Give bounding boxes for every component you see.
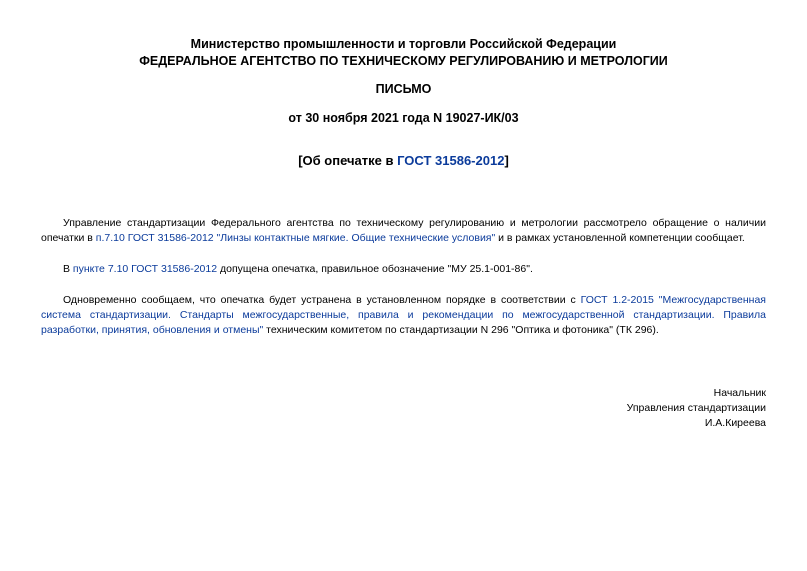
paragraph-text: и в рамках установленной компетенции сообщает. bbox=[495, 232, 745, 244]
paragraph-typo bbox=[41, 262, 766, 277]
signature-name: И.А.Киреева bbox=[704, 417, 766, 429]
signature-title: Начальник bbox=[713, 387, 766, 399]
signature-department: Управления стандартизации bbox=[626, 402, 766, 414]
paragraph-text: допущена опечатка, правильное обозначение "МУ 25.1-001-86". bbox=[217, 263, 533, 275]
document-type: ПИСЬМО bbox=[375, 82, 432, 96]
gost-clause-link[interactable]: п.7.10 ГОСТ 31586-2012 "Линзы контактные мягкие. Общие технические условия" bbox=[95, 232, 496, 244]
paragraph-review bbox=[41, 216, 766, 246]
gost-standard-link[interactable]: ГОСТ 1.2-2015 "Межгосударственная система стандартизации. Стандарты межгосударственные, правила и рекомендации по межгосударственной стандартизации. Правила разработки, принятия, обновления и отмены" bbox=[41, 294, 766, 336]
paragraph-text: Управление стандартизации Федерального агентства по техническому регулированию и метрологии рассмотрело обращение о наличии опечатки в bbox=[41, 217, 766, 244]
paragraph-text: техническим комитетом по стандартизации N 296 "Оптика и фотоника" (ТК 296). bbox=[263, 324, 659, 336]
document-subject bbox=[0, 152, 807, 169]
paragraph-correction bbox=[41, 293, 766, 338]
subject-prefix: [Об опечатке в bbox=[298, 153, 398, 168]
subject-suffix: ] bbox=[504, 153, 509, 168]
subject-gost-link[interactable]: ГОСТ 31586-2012 bbox=[397, 153, 505, 168]
document-date-number: от 30 ноября 2021 года N 19027-ИК/03 bbox=[288, 111, 519, 125]
paragraph-text: Одновременно сообщаем, что опечатка будет устранена в установленном порядке в соответствии с bbox=[63, 294, 581, 306]
paragraph-text: В bbox=[63, 263, 73, 275]
ministry-name: Министерство промышленности и торговли Российской Федерации bbox=[190, 37, 617, 51]
agency-name: ФЕДЕРАЛЬНОЕ АГЕНТСТВО ПО ТЕХНИЧЕСКОМУ РЕГУЛИРОВАНИЮ И МЕТРОЛОГИИ bbox=[139, 54, 668, 68]
gost-point-link[interactable]: пункте 7.10 ГОСТ 31586-2012 bbox=[72, 263, 218, 275]
